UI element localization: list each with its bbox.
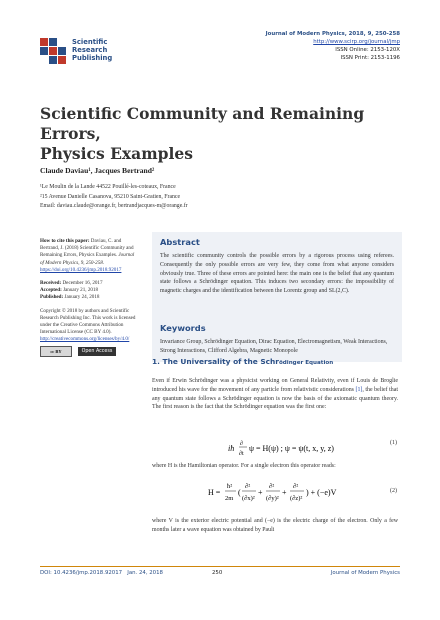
- abstract-text: The scientific community controls the possible errors by a rigorous process using referees. Consequently the only possible errors are very few, they come from what anyone considers obviously true. Three of these errors are pointed here: the main one is the belief that any quantum state follows a Schrödinger equation. This induces two secondary errors: the impossibility of magnetic charges and the identification between the Lorentz group and: [160, 253, 394, 295]
- svg-text:iħ: iħ: [228, 444, 235, 453]
- svg-text:∂²: ∂²: [269, 483, 275, 490]
- publisher-line: Scientific: [72, 38, 108, 46]
- footer-doi: [40, 570, 163, 576]
- issn-online: ISSN Online: 2153-120X: [335, 47, 400, 53]
- svg-text:(: (: [238, 488, 241, 497]
- journal-url-link[interactable]: http://www.scirp.org/journal/jmp: [313, 39, 400, 45]
- cc-license-badge: cc BY: [40, 346, 72, 357]
- footer-page-number: 250: [212, 570, 223, 576]
- footer-journal: Journal of Modern Physics: [330, 570, 400, 576]
- journal-meta: [266, 30, 400, 62]
- svg-text:∂²: ∂²: [245, 483, 251, 490]
- keywords-body: Invariance Group, Schrödinger Equation, Dirac Equation, Electromagnetism, Weak Interactions, Strong Interactions, Clifford Algebra, Magnetic Monopole: [160, 339, 388, 354]
- copyright: [40, 308, 136, 357]
- title-line: Physics Examples: [40, 144, 193, 163]
- how-to-cite: [40, 238, 136, 274]
- equation-1-number: (1): [390, 440, 397, 446]
- accepted-date: January 21, 2018: [63, 287, 99, 294]
- sidebar: [40, 238, 136, 363]
- keywords-heading: Keywords: [160, 323, 206, 333]
- publisher-name: [72, 38, 112, 62]
- equation-2-number: (2): [390, 488, 397, 494]
- svg-text:(∂z)²: (∂z)²: [290, 495, 303, 502]
- paragraph-1: [152, 377, 398, 412]
- published-label: Published:: [40, 294, 64, 301]
- title-line: Scientific Community and Remaining Errors,: [40, 104, 365, 143]
- email-line: Email: daviau.claude@orange.fr, bertrandjacques-m@orange.fr: [40, 203, 188, 210]
- svg-text:ψ = H(ψ) ; ψ = ψ(t, x, y, z): ψ = H(ψ) ; ψ = ψ(t, x, y, z): [249, 444, 334, 453]
- open-access-badge: Open Access: [78, 347, 116, 356]
- keywords-box: [152, 318, 402, 362]
- svg-text:∂: ∂: [240, 441, 243, 447]
- svg-text:) + (−e)V: ) + (−e)V: [306, 488, 337, 497]
- cite-text: Daviau, C. and Bertrand, J. (2018) Scientific Community and Remaining Errors, Physics Examples.: [40, 238, 134, 259]
- p1-text: Even if Erwin Schrödinger was a physicist working on General Relativity, even if Louis de Broglie introduced his wave for the movement of any particle from relativistic considerations: [152, 378, 398, 393]
- journal-citation: Journal of Modern Physics, 2018, 9, 250-258: [265, 31, 400, 37]
- published-date: January 24, 2018: [64, 294, 100, 301]
- abstract-group: SL(2,C).: [328, 288, 350, 295]
- abstract-heading: Abstract: [160, 237, 200, 247]
- svg-text:+: +: [258, 488, 263, 497]
- publisher-line: Publishing: [72, 54, 113, 62]
- accepted-label: Accepted:: [40, 287, 62, 294]
- section-title: The Universality of the Schr: [162, 357, 279, 366]
- svg-text:(∂x)²: (∂x)²: [242, 495, 255, 502]
- svg-text:ħ²: ħ²: [227, 483, 233, 490]
- copyright-text: Copyright © 2018 by authors and Scientific Research Publishing Inc. This work is licensed under the Creative Commons Attribution International License (CC BY 4.0).: [40, 307, 136, 336]
- received-label: Received:: [40, 280, 62, 287]
- hamiltonian-equation: [208, 478, 388, 508]
- received-date: December 16, 2017: [62, 280, 103, 287]
- svg-text:∂t: ∂t: [239, 451, 244, 457]
- authors: Claude Daviau¹, Jacques Bertrand²: [40, 166, 155, 175]
- publisher-logo-icon: [40, 38, 66, 64]
- section-number: 1.: [152, 357, 160, 366]
- affiliation-1: ¹Le Moulin de la Lande 44522 Pouillé-les-coteaux, France: [40, 184, 176, 190]
- dates: [40, 280, 136, 302]
- footer-rule: [40, 566, 400, 567]
- abstract-body: [160, 252, 394, 296]
- section-title-small: ödinger Equation: [278, 360, 334, 366]
- svg-text:∂²: ∂²: [293, 483, 299, 490]
- footer-date: Jan. 24, 2018: [127, 570, 163, 576]
- citation-link[interactable]: [1]: [355, 386, 363, 393]
- cite-label: How to cite this paper:: [40, 238, 90, 244]
- affiliations: [40, 183, 188, 212]
- paragraph-3: where V is the exterior electric potential and (−e) is the electric charge of the electron. Only a few months later a wave equation was obtained by Pauli: [152, 518, 398, 533]
- cite-journal: Journal of Modern Physics, 9, 250-258.: [40, 252, 135, 266]
- paper-title: [40, 104, 370, 164]
- issn-print: ISSN Print: 2153-1196: [340, 55, 400, 61]
- affiliation-2: ²15 Avenue Danielle Casanova, 95210 Saint-Gratien, France: [40, 193, 181, 200]
- publisher-line: Research: [72, 46, 108, 54]
- footer-doi-text: DOI: 10.4236/jmp.2018.92017: [40, 570, 123, 576]
- paragraph-2: where H is the Hamiltonian operator. For a single electron this operator reads:: [152, 463, 336, 469]
- svg-text:H =: H =: [208, 488, 221, 497]
- cite-doi-link[interactable]: https://doi.org/10.4236/jmp.2018.92017: [40, 266, 122, 273]
- p1-text-after: , the belief that any quantum state follows a Schrödinger equation is now the basis of the axiomatic quantum theory. The first reason is the fact that the Schrödinger equation was the first one:: [152, 386, 398, 411]
- svg-text:(∂y)²: (∂y)²: [266, 495, 279, 502]
- schrodinger-equation: [226, 436, 356, 458]
- svg-text:+: +: [282, 488, 287, 497]
- svg-text:2m: 2m: [225, 495, 234, 502]
- section-heading: [152, 357, 333, 366]
- license-link[interactable]: http://creativecommons.org/licenses/by/4.0/: [40, 336, 130, 343]
